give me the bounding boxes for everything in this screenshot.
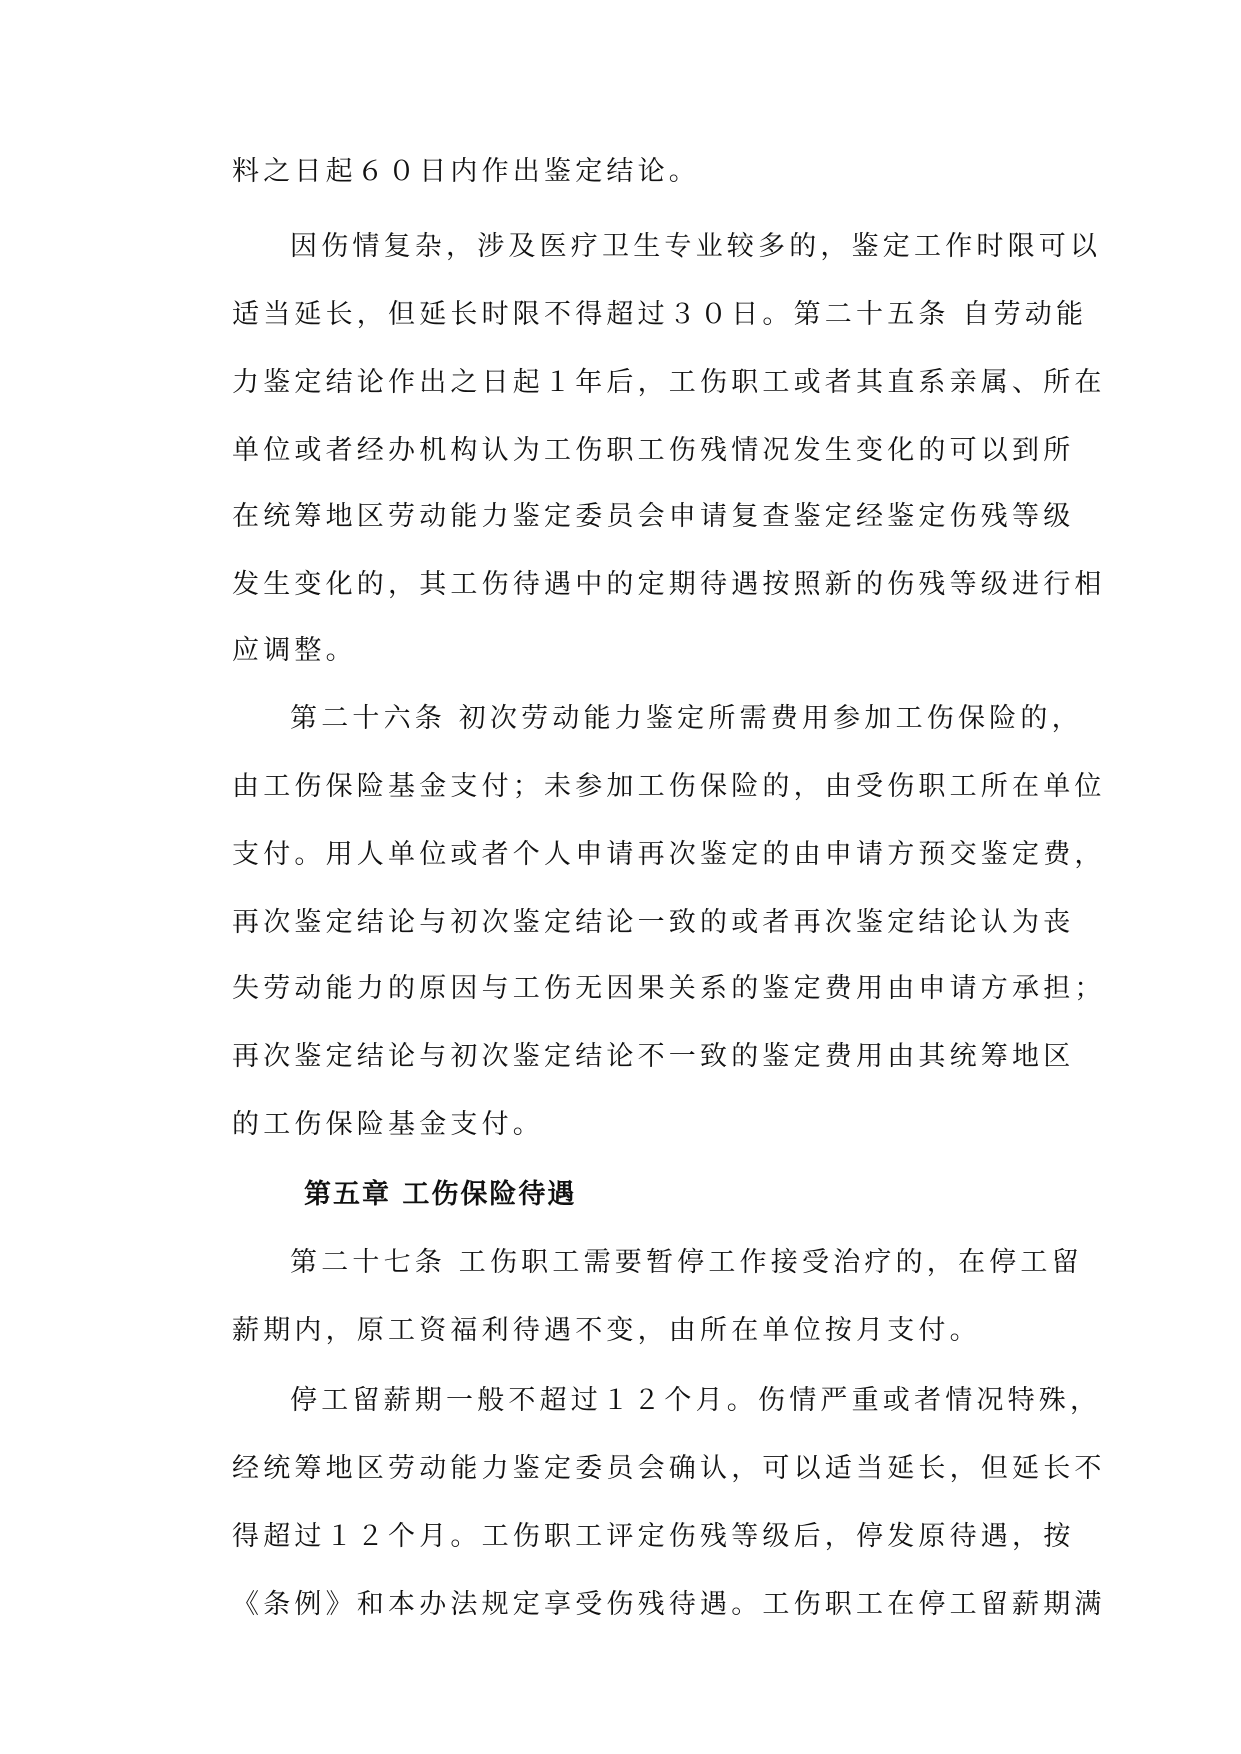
paragraph-line: 得超过１２个月。工伤职工评定伤残等级后，停发原待遇，按 [232, 1521, 1075, 1552]
paragraph-line: 应调整。 [232, 635, 357, 666]
paragraph-line: 薪期内，原工资福利待遇不变，由所在单位按月支付。 [232, 1315, 981, 1346]
paragraph-line: 第二十七条 工伤职工需要暂停工作接受治疗的，在停工留 [290, 1247, 1083, 1278]
paragraph-line: 停工留薪期一般不超过１２个月。伤情严重或者情况特殊， [290, 1385, 1102, 1416]
paragraph-line: 支付。用人单位或者个人申请再次鉴定的由申请方预交鉴定费， [232, 839, 1106, 870]
paragraph-line: 发生变化的，其工伤待遇中的定期待遇按照新的伤残等级进行相 [232, 569, 1106, 600]
paragraph-line: 再次鉴定结论与初次鉴定结论一致的或者再次鉴定结论认为丧 [232, 907, 1075, 938]
paragraph-line: 的工伤保险基金支付。 [232, 1109, 544, 1140]
paragraph-line: 由工伤保险基金支付；未参加工伤保险的，由受伤职工所在单位 [232, 771, 1106, 802]
paragraph-line: 《条例》和本办法规定享受伤残待遇。工伤职工在停工留薪期满 [232, 1589, 1106, 1620]
paragraph-line: 单位或者经办机构认为工伤职工伤残情况发生变化的可以到所 [232, 435, 1075, 466]
paragraph-line: 失劳动能力的原因与工伤无因果关系的鉴定费用由申请方承担； [232, 973, 1106, 1004]
paragraph-line: 经统筹地区劳动能力鉴定委员会确认，可以适当延长，但延长不 [232, 1453, 1106, 1484]
paragraph-line: 再次鉴定结论与初次鉴定结论不一致的鉴定费用由其统筹地区 [232, 1041, 1075, 1072]
paragraph-line: 适当延长，但延长时限不得超过３０日。第二十五条 自劳动能 [232, 299, 1088, 330]
paragraph-line: 料之日起６０日内作出鉴定结论。 [232, 156, 700, 187]
body-text [232, 0, 1106, 1754]
paragraph-line: 在统筹地区劳动能力鉴定委员会申请复查鉴定经鉴定伤残等级 [232, 501, 1075, 532]
paragraph-line: 第二十六条 初次劳动能力鉴定所需费用参加工伤保险的， [290, 703, 1083, 734]
paragraph-line: 力鉴定结论作出之日起１年后，工伤职工或者其直系亲属、所在 [232, 367, 1106, 398]
chapter-heading: 第五章 工伤保险待遇 [304, 1179, 577, 1210]
paragraph-line: 因伤情复杂，涉及医疗卫生专业较多的，鉴定工作时限可以 [290, 231, 1102, 262]
